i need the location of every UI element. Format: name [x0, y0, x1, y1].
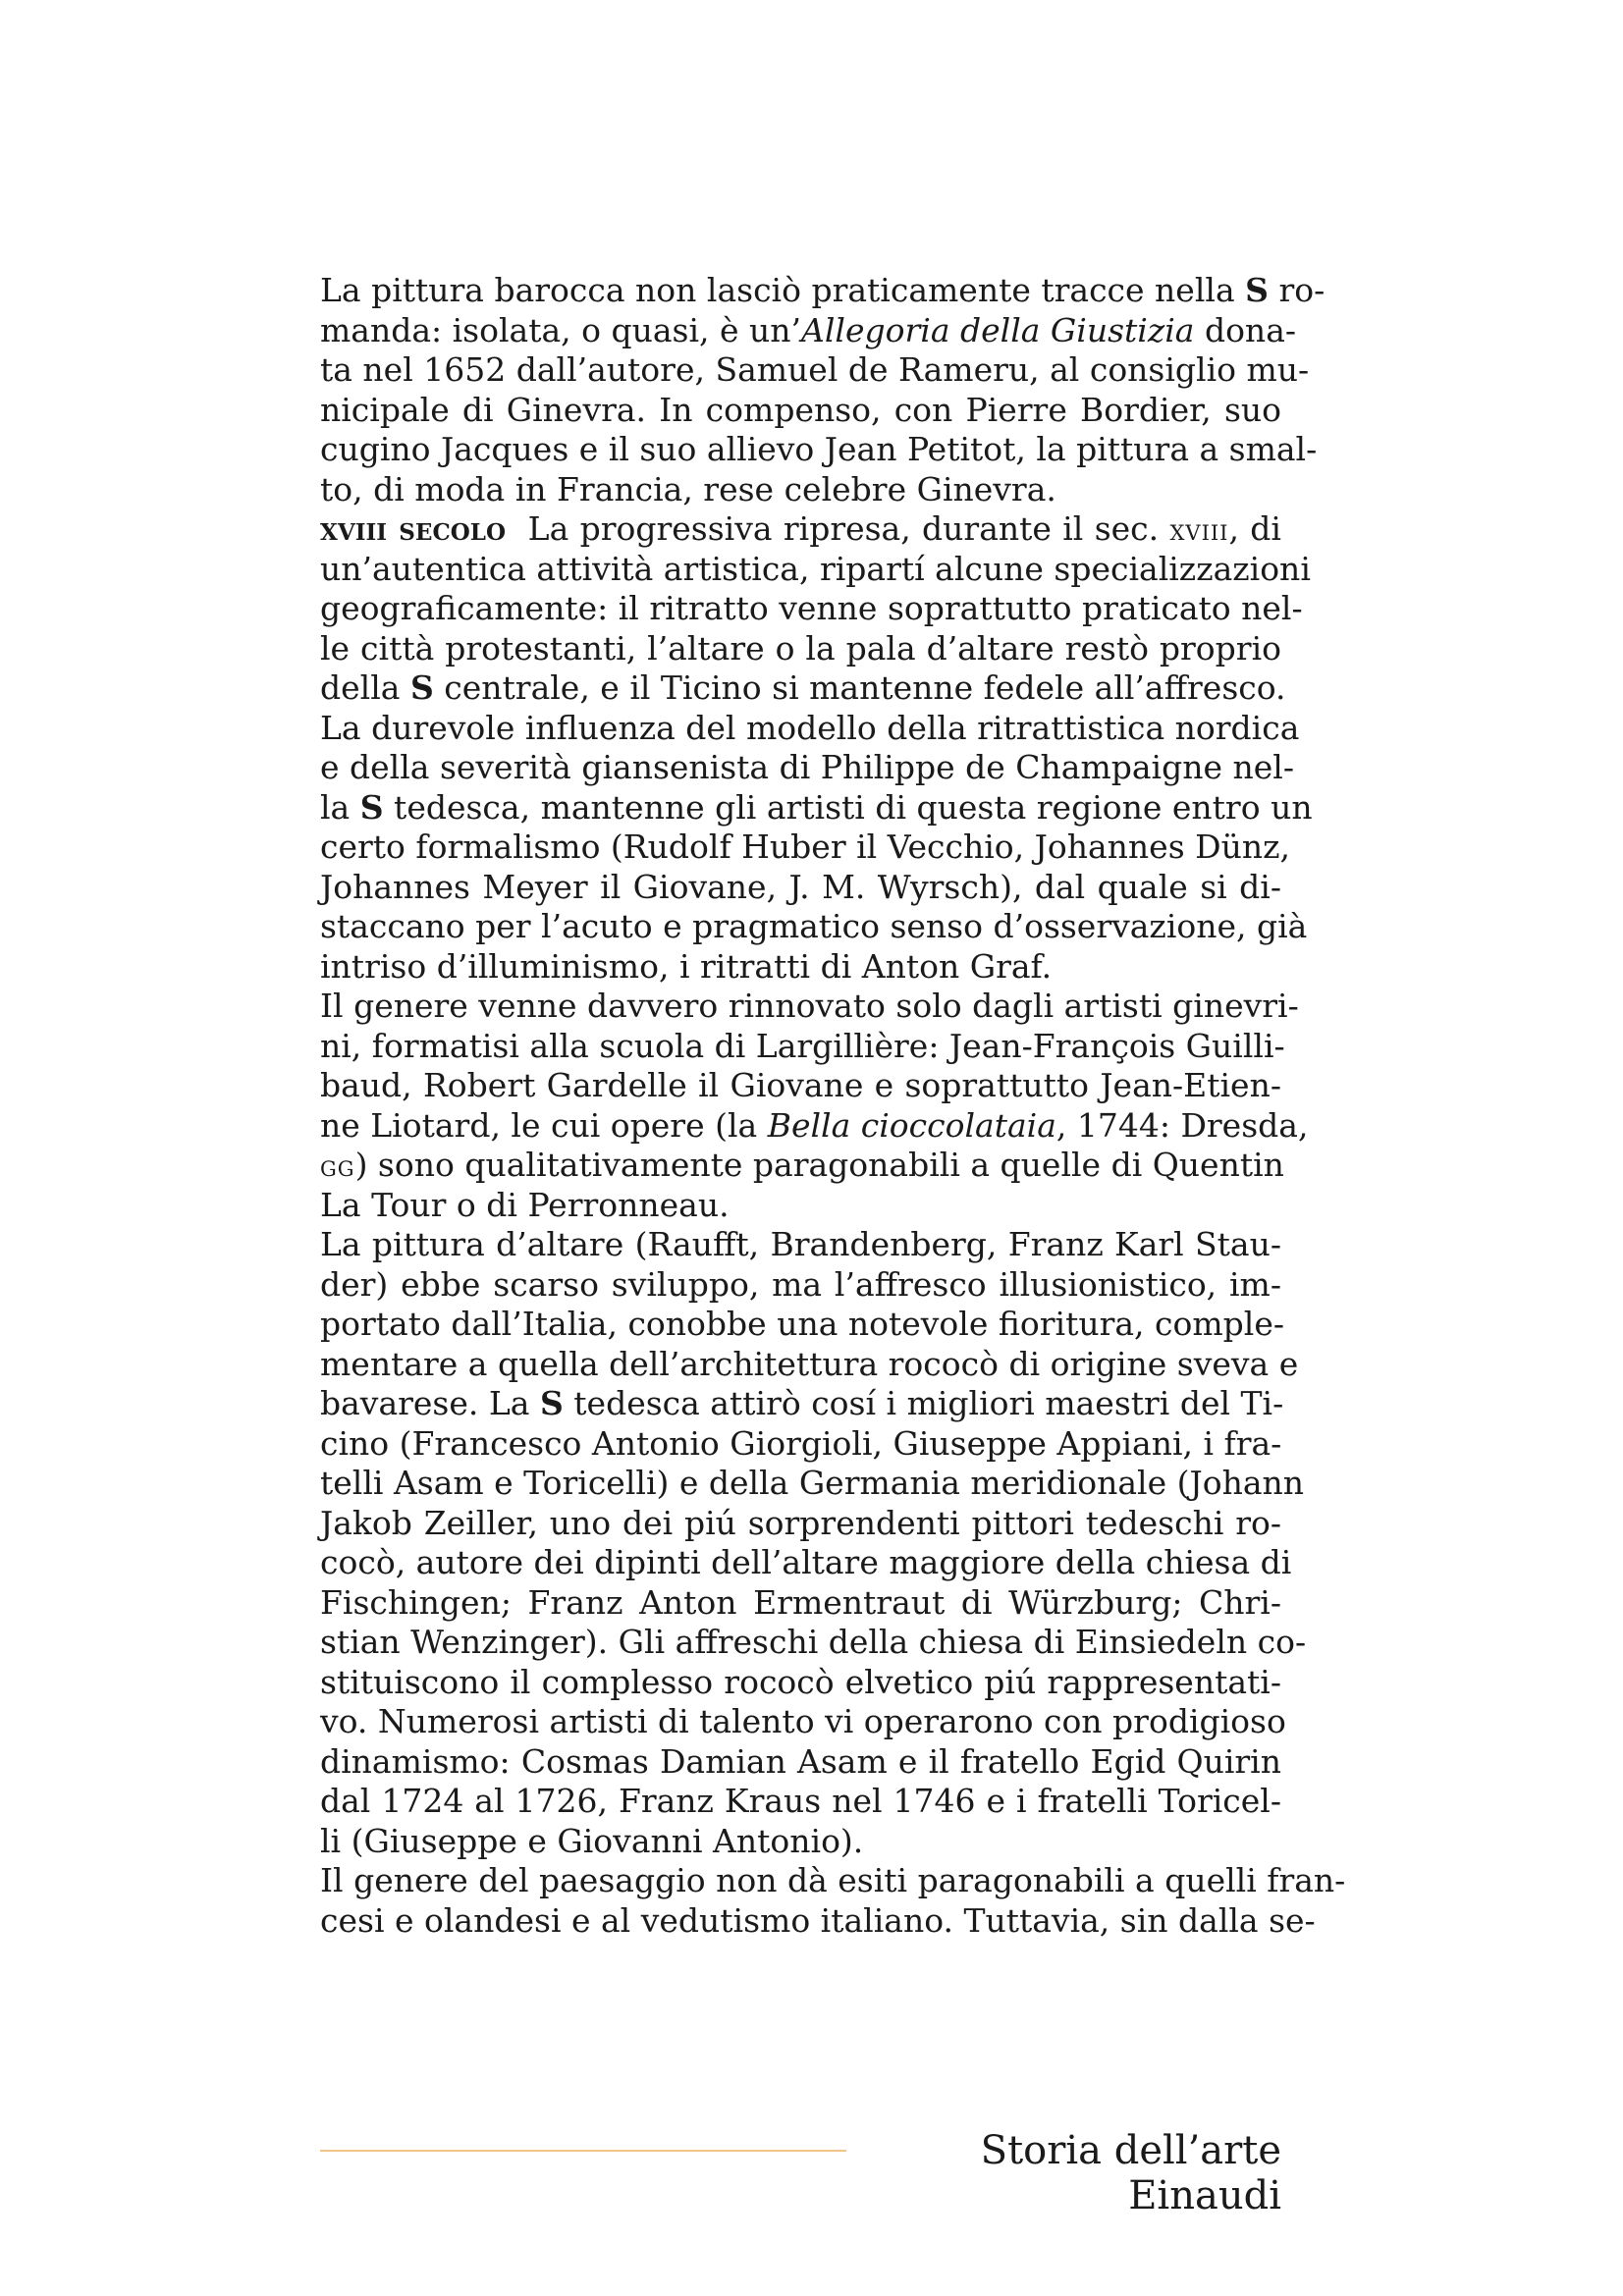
text-line — [320, 509, 1281, 550]
text-run: telli Asam e Toricelli) e della Germania meridionale (Johann — [320, 1464, 1305, 1502]
small-caps: gg — [320, 1149, 355, 1184]
text-line — [320, 748, 1294, 788]
text-line — [320, 1742, 1281, 1783]
text-run: der) ebbe scarso sviluppo, ma l’affresco illusionistico, im- — [320, 1264, 1281, 1304]
text-run: cugino Jacques e il suo allievo Jean Petitot, la pittura a smal- — [320, 430, 1318, 468]
footer-title: Storia dell’arte Einaudi — [980, 2128, 1281, 2218]
text-run: ro- — [1268, 271, 1325, 309]
text-line — [320, 1702, 1286, 1742]
text-run: cino (Francesco Antonio Giorgioli, Giuseppe Appiani, i fra- — [320, 1423, 1282, 1463]
text-run: La pittura d’altare (Raufft, Brandenberg, Franz Karl Stau- — [320, 1225, 1281, 1263]
text-run: baud, Robert Gardelle il Giovane e soprattutto Jean-Etien- — [320, 1066, 1281, 1104]
text-line — [320, 987, 1299, 1027]
text-line — [320, 629, 1281, 669]
text-line — [320, 868, 1281, 908]
text-run: tedesca attirò cosí i migliori maestri del Ti- — [563, 1384, 1284, 1422]
text-run: cesi e olandesi e al vedutismo italiano. Tuttavia, sin dalla se- — [320, 1900, 1316, 1940]
text-line — [320, 1026, 1285, 1067]
text-line — [320, 708, 1300, 749]
text-line — [320, 350, 1310, 391]
text-line — [320, 1623, 1307, 1663]
text-run: La progressiva ripresa, durante il sec. — [506, 509, 1170, 548]
text-line — [320, 1265, 1281, 1306]
text-run: e della severità giansenista di Philippe de Champaigne nel- — [320, 748, 1294, 786]
text-run: li (Giuseppe e Giovanni Antonio). — [320, 1821, 864, 1860]
text-run: stituiscono il complesso rococò elvetico piú rappresentati- — [320, 1662, 1281, 1701]
text-line — [320, 1186, 1281, 1226]
text-run: La Tour o di Perronneau. — [320, 1185, 730, 1224]
bold-abbrev: S — [1245, 271, 1269, 309]
text-run: la — [320, 787, 360, 827]
text-run: dinamismo: Cosmas Damian Asam e il fratello Egid Quirin — [320, 1741, 1281, 1781]
text-run: della — [320, 668, 410, 707]
text-line — [320, 1225, 1281, 1265]
bold-abbrev: S — [359, 787, 384, 827]
text-run: to, di moda in Francia, rese celebre Ginevra. — [320, 469, 1056, 508]
text-run: ) sono qualitativamente paragonabili a quelle di Quentin — [354, 1146, 1284, 1184]
text-run: ni, formatisi alla scuola di Largillière: Jean-François Guilli- — [320, 1026, 1285, 1065]
text-line — [320, 1424, 1281, 1465]
text-run: stian Wenzinger). Gli affreschi della chiesa di Einsiedeln co- — [320, 1623, 1307, 1661]
text-line — [320, 310, 1297, 351]
text-line — [320, 1305, 1285, 1345]
text-line — [320, 947, 1281, 988]
small-caps: xviii — [1169, 513, 1229, 548]
text-run: nicipale di Ginevra. In compenso, con Pierre Bordier, suo — [320, 390, 1281, 429]
text-run: staccano per l’acuto e pragmatico senso d’osservazione, già — [320, 907, 1308, 945]
text-run: Il genere venne davvero rinnovato solo dagli artisti ginevri- — [320, 987, 1299, 1025]
text-run: portato dall’Italia, conobbe una notevole fioritura, comple- — [320, 1305, 1285, 1343]
text-run: Jakob Zeiller, uno dei piú sorprendenti pittori tedeschi ro- — [320, 1503, 1281, 1542]
text-run: La pittura barocca non lasciò praticamente tracce nella — [320, 271, 1246, 309]
text-line — [320, 1464, 1305, 1504]
text-line — [320, 1861, 1346, 1901]
text-run: dona- — [1194, 310, 1297, 349]
text-run: un’autentica attività artistica, ripartí alcune specializzazioni — [320, 549, 1311, 588]
text-run: certo formalismo (Rudolf Huber il Vecchio, Johannes Dünz, — [320, 828, 1290, 866]
body-text — [320, 271, 1346, 1941]
text-line — [320, 1782, 1281, 1822]
text-run: mentare a quella dell’architettura rococò di origine sveva e — [320, 1344, 1299, 1383]
text-run: Johannes Meyer il Giovane, J. M. Wyrsch), dal quale si di- — [320, 867, 1281, 906]
text-line — [320, 1066, 1281, 1106]
text-run: manda: isolata, o quasi, è un’ — [320, 310, 802, 349]
text-run: bavarese. La — [320, 1384, 540, 1422]
artwork-title: Bella cioccolataia — [767, 1105, 1056, 1145]
text-line — [320, 668, 1286, 709]
text-line — [320, 787, 1313, 828]
text-line — [320, 828, 1290, 868]
footer-rule — [320, 2150, 846, 2152]
text-run: intriso d’illuminismo, i ritratti di Anton Graf. — [320, 946, 1053, 986]
text-line — [320, 1504, 1281, 1544]
text-line — [320, 1344, 1299, 1385]
text-run: tedesca, mantenne gli artisti di questa regione entro un — [383, 787, 1313, 827]
text-line — [320, 1663, 1281, 1703]
text-line — [320, 1105, 1309, 1147]
section-heading: xviii secolo — [320, 509, 506, 548]
text-run: geograficamente: il ritratto venne soprattutto praticato nel- — [320, 589, 1303, 627]
text-line — [320, 391, 1281, 431]
text-run: , 1744: Dresda, — [1055, 1105, 1309, 1145]
text-run: dal 1724 al 1726, Franz Kraus nel 1746 e i fratelli Toricel- — [320, 1782, 1281, 1820]
text-line — [320, 549, 1311, 590]
text-run: cocò, autore dei dipinti dell’altare maggiore della chiesa di — [320, 1543, 1292, 1581]
text-line — [320, 271, 1325, 311]
text-run: Il genere del paesaggio non dà esiti paragonabili a quelli fran- — [320, 1861, 1346, 1899]
text-run: centrale, e il Ticino si mantenne fedele all’affresco. — [433, 668, 1286, 707]
text-run: ne Liotard, le cui opere (la — [320, 1105, 768, 1145]
bold-abbrev: S — [409, 668, 434, 707]
text-run: La durevole influenza del modello della ritrattistica nordica — [320, 708, 1300, 747]
text-line — [320, 470, 1281, 510]
text-run: vo. Numerosi artisti di talento vi operarono con prodigioso — [320, 1702, 1286, 1740]
text-line — [320, 1384, 1284, 1424]
text-run: ta nel 1652 dall’autore, Samuel de Rameru, al consiglio mu- — [320, 350, 1310, 389]
text-line — [320, 1583, 1281, 1624]
text-line — [320, 1146, 1284, 1186]
text-line — [320, 430, 1318, 470]
text-line — [320, 1900, 1316, 1942]
text-run: Fischingen; Franz Anton Ermentraut di Würzburg; Chri- — [320, 1582, 1281, 1622]
text-line — [320, 1543, 1292, 1583]
text-run: , di — [1228, 509, 1281, 548]
text-line — [320, 907, 1308, 947]
bold-abbrev: S — [539, 1384, 564, 1422]
artwork-title: Allegoria della Giustizia — [801, 310, 1195, 349]
text-run: le città protestanti, l’altare o la pala d’altare restò proprio — [320, 628, 1281, 667]
text-line — [320, 589, 1303, 629]
text-line — [320, 1822, 1281, 1862]
